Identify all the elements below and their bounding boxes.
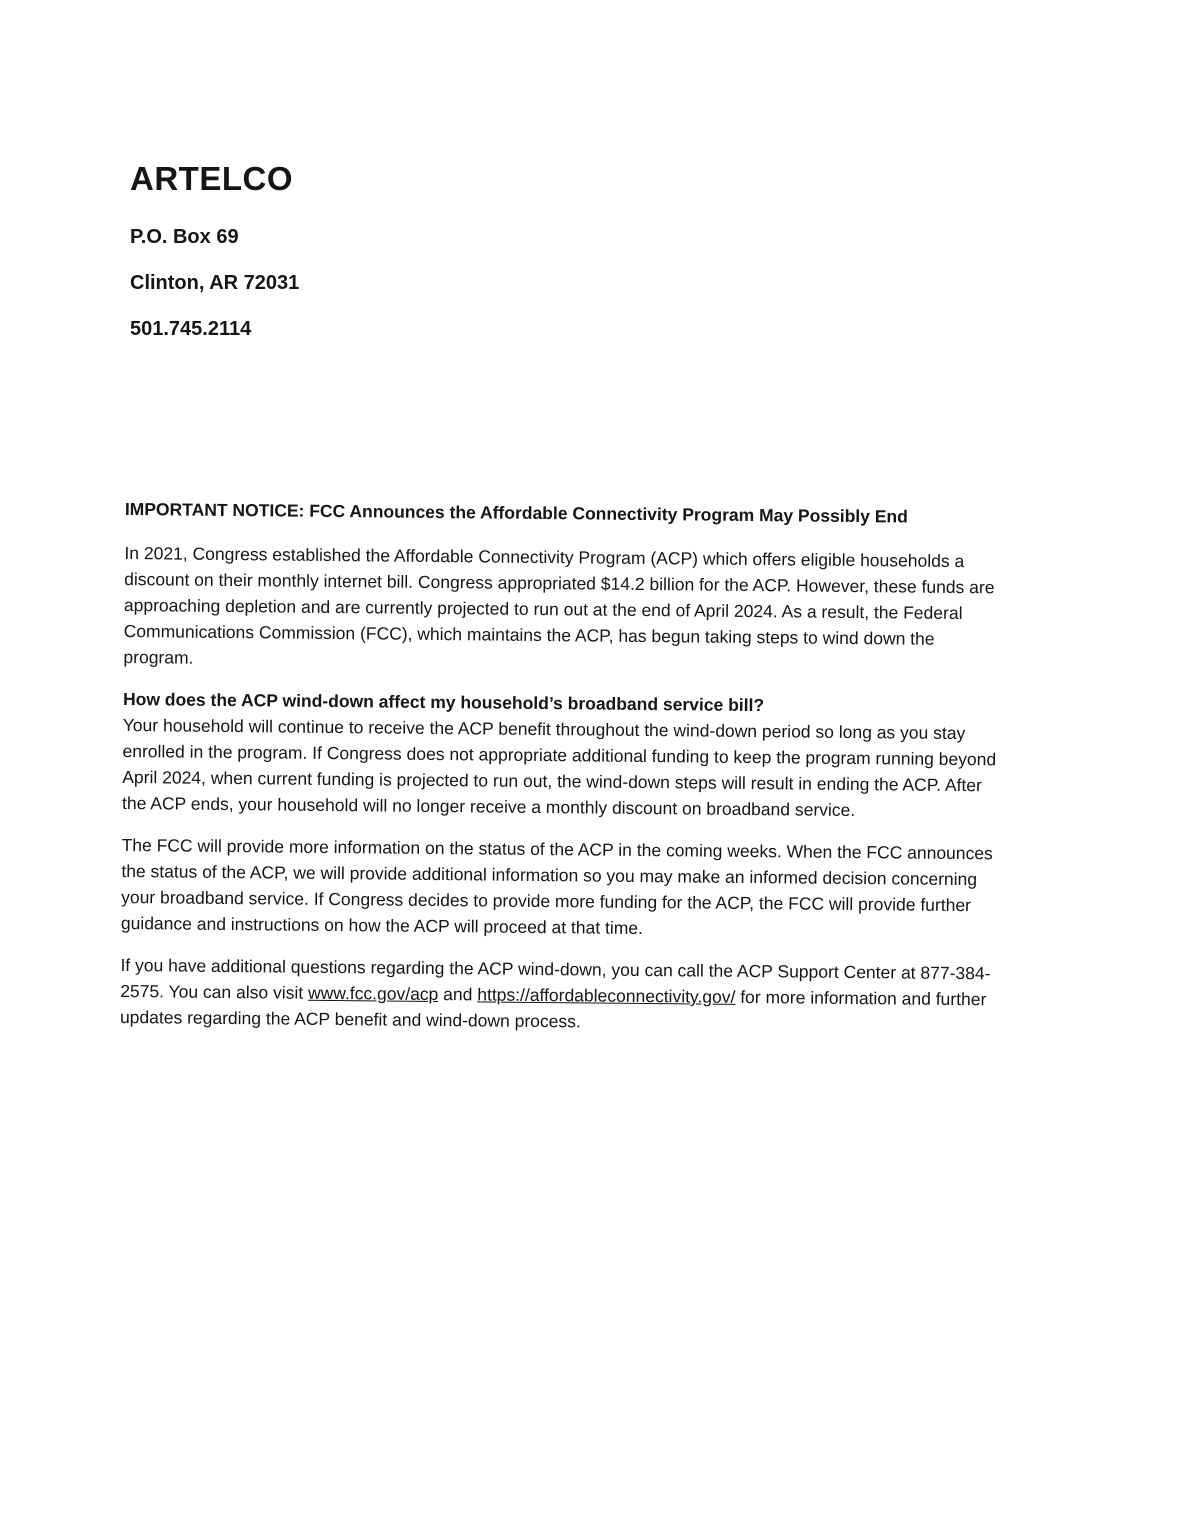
status-paragraph: The FCC will provide more information on the status of the ACP in the coming weeks. When the FCC announces the status of the ACP, we will provide additional information so you may make an informed decision concerning your broadband service. If Congress decides to provide more funding for the ACP, the FCC will provide further guidance and instructions on how the ACP will proceed at that time. <box>120 834 993 938</box>
phone-number: 501.745.2114 <box>130 318 252 340</box>
contact-text-2: and <box>438 984 478 1005</box>
address-line-2: Clinton, AR 72031 <box>130 272 300 294</box>
notice-title: IMPORTANT NOTICE: FCC Announces the Affordable Connectivity Program May Possibly End <box>124 498 908 527</box>
wind-down-paragraph: Your household will continue to receive the ACP benefit throughout the wind-down period so long as you stay enrolled in the program. If Congress does not appropriate additional funding to keep the program running beyond April 2024, when current funding is projected to run out, the wind-down steps will result in ending the ACP. After the ACP ends, your household will no longer receive a monthly discount on broadband service. <box>121 714 997 821</box>
contact-text-3: for more information and further updates regarding the ACP benefit and wind-down process. <box>119 986 987 1032</box>
faq-question: How does the ACP wind-down affect my household’s broadband service bill? <box>122 688 765 716</box>
notice-body <box>120 496 1010 1054</box>
contact-paragraph <box>120 952 1006 1038</box>
intro-paragraph: In 2021, Congress established the Affordable Connectivity Program (ACP) which offers eligible households a discount on their monthly internet bill. Congress appropriated $14.2 billion for the ACP. However, these funds are approaching depletion and are currently projected to run out at the end of April 2024. As a result, the Federal Communications Commission (FCC), which maintains the ACP, has begun taking steps to wind down the program. <box>123 542 995 668</box>
fcc-acp-link[interactable]: www.fcc.gov/acp <box>307 982 439 1005</box>
address-line-1: P.O. Box 69 <box>130 226 239 248</box>
affordable-connectivity-link[interactable]: https://affordableconnectivity.gov/ <box>477 984 736 1007</box>
company-name: ARTELCO <box>130 160 293 197</box>
contact-text-1: If you have additional questions regarding the ACP wind-down, you can call the ACP Support Center at 877-384-2575. You can also visit <box>120 954 991 1003</box>
